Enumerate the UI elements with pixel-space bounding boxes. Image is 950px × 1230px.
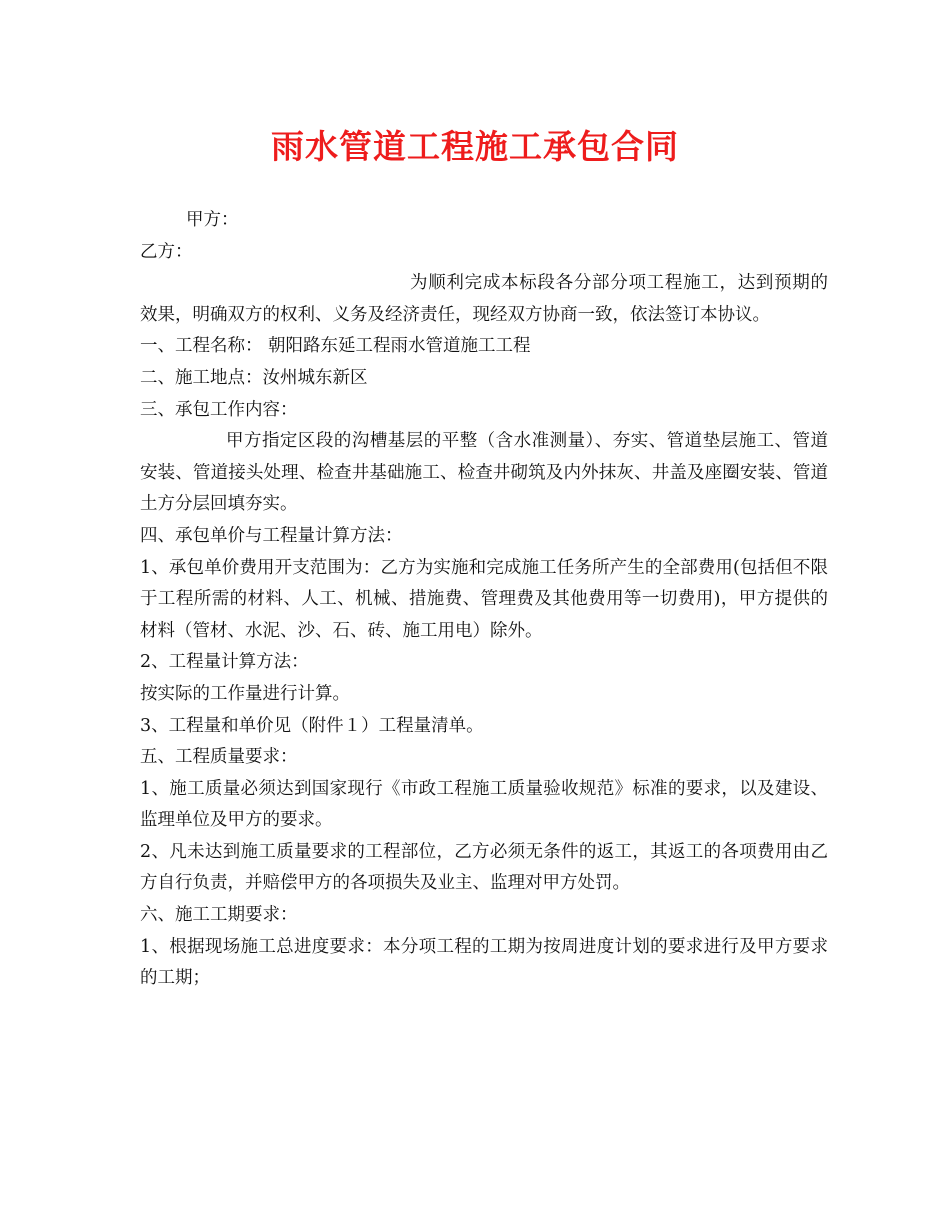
party-b-line: 乙方： <box>140 241 193 262</box>
section-1-project-name: 一、工程名称： 朝阳路东延工程雨水管道施工工程 <box>140 336 531 357</box>
section-2-location: 二、施工地点：汝州城东新区 <box>140 367 368 388</box>
section-4-item-3: 3、工程量和单价见（附件１）工程量清单。 <box>140 715 484 736</box>
section-4-item-2-detail: 按实际的工作量进行计算。 <box>140 683 350 704</box>
section-6-heading: 六、施工工期要求： <box>140 905 298 926</box>
section-5-item-2: 2、凡未达到施工质量要求的工程部位，乙方必须无条件的返工，其返工的各项费用由乙方自行负责，并赔偿甲方的各项损失及业主、监理对甲方处罚。 <box>140 841 828 894</box>
section-5-heading: 五、工程质量要求： <box>140 747 298 768</box>
section-6-item-1: 1、根据现场施工总进度要求：本分项工程的工期为按周进度计划的要求进行及甲方要求的工期； <box>140 936 828 989</box>
section-5-item-1: 1、施工质量必须达到国家现行《市政工程施工质量验收规范》标准的要求，以及建设、监理单位及甲方的要求。 <box>140 778 828 831</box>
section-4-item-1: 1、承包单价费用开支范围为：乙方为实施和完成施工任务所产生的全部费用(包括但不限于工程所需的材料、人工、机械、措施费、管理费及其他费用等一切费用)，甲方提供的材料（管材、水泥、沙、石、砖、施工用电）除外。 <box>140 557 828 641</box>
section-4-heading: 四、承包单价与工程量计算方法： <box>140 525 403 546</box>
document-title: 雨水管道工程施工承包合同 <box>271 127 679 166</box>
section-3-heading: 三、承包工作内容： <box>140 399 298 420</box>
document-body <box>140 205 828 995</box>
party-a-line: 甲方： <box>186 210 239 230</box>
section-4-item-2: 2、工程量计算方法： <box>140 652 309 673</box>
section-3-content: 甲方指定区段的沟槽基层的平整（含水准测量）、夯实、管道垫层施工、管道安装、管道接头处理、检查井基础施工、检查井砌筑及内外抹灰、井盖及座圈安装、管道土方分层回填夯实。 <box>140 431 828 515</box>
intro-paragraph: 为顺利完成本标段各分部分项工程施工，达到预期的效果，明确双方的权利、义务及经济责任，现经双方协商一致，依法签订本协议。 <box>140 273 828 325</box>
